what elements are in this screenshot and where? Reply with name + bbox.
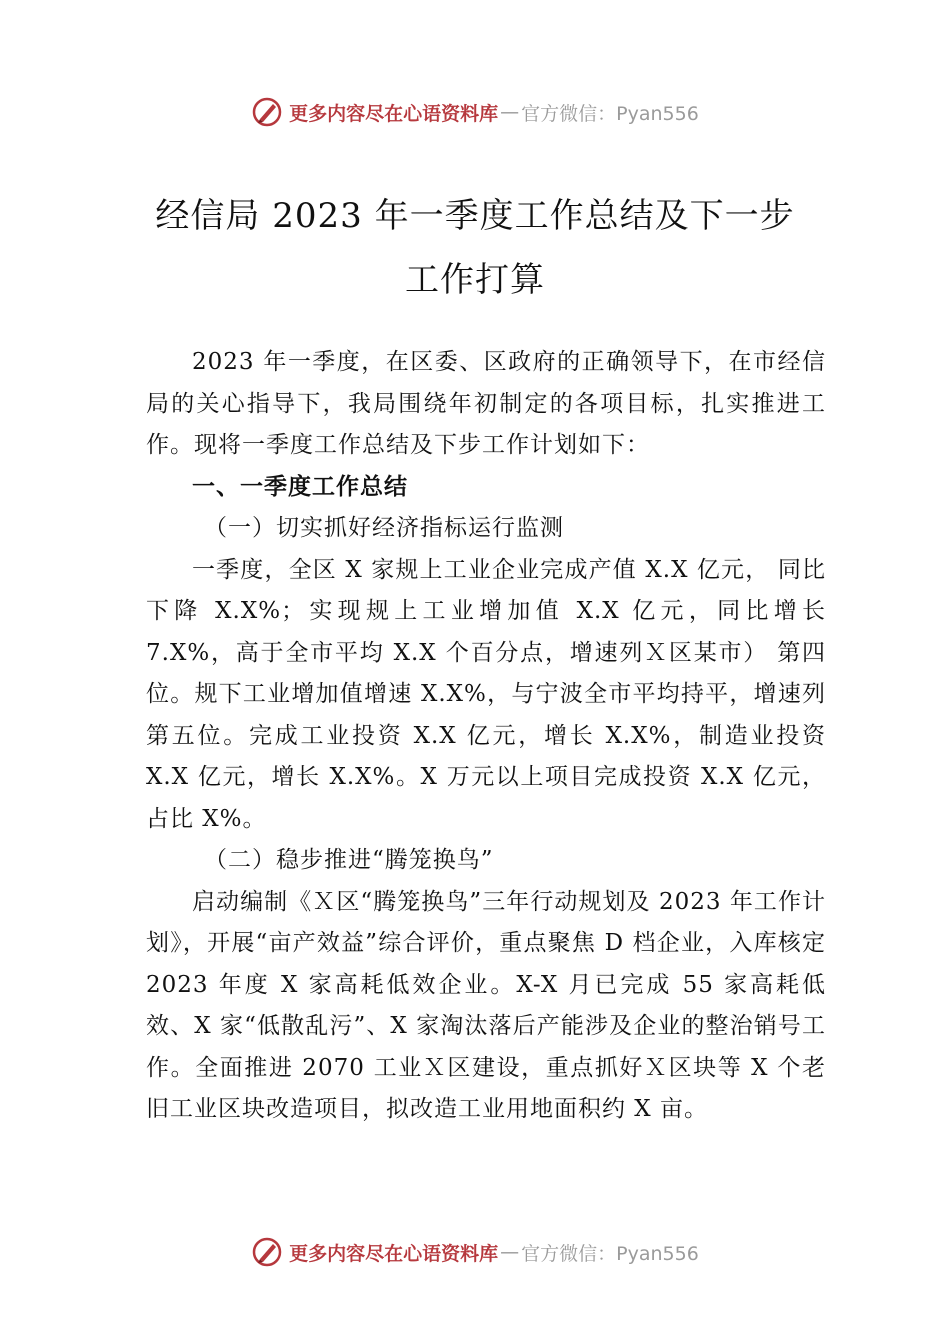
document-title-line2: 工作打算 [405,260,545,300]
subsection-body-2: 启动编制《Ｘ区“腾笼换鸟”三年行动规划及 2023 年工作计划》，开展“亩产效益”综合评价，重点聚焦 D 档企业，入库核定 2023 年度 X 家高耗低效企业。X-X 月已完成 55 家高耗低效、X 家“低散乱污”、X 家淘汰落后产能涉及企业的整治销号工作。全面推进 2070 工业Ｘ区建设，重点抓好Ｘ区块等 X 个老旧工业区块改造项目，拟改造工业用地面积约 X 亩。 [146,888,826,1122]
watermark-bottom [0,1232,950,1272]
watermark-top [0,92,950,132]
pen-seal-icon [251,96,283,128]
watermark-contact: 官方微信：Pyan556 [521,1242,699,1265]
subsection-heading-1: （一）切实抓好经济指标运行监测 [204,515,564,541]
watermark-prefix: 更多内容尽在心语资料库 [289,102,499,125]
document-title-line1: 经信局 2023 年一季度工作总结及下一步 [155,196,795,236]
watermark-prefix: 更多内容尽在心语资料库 [289,1242,499,1265]
intro-paragraph: 2023 年一季度，在区委、区政府的正确领导下，在市经信局的关心指导下，我局围绕年初制定的各项目标，扎实推进工作。现将一季度工作总结及下步工作计划如下： [146,349,826,458]
watermark-contact: 官方微信：Pyan556 [521,102,699,125]
pen-seal-icon [251,1236,283,1268]
document-body [146,342,826,1131]
subsection-heading-2: （二）稳步推进“腾笼换鸟” [204,847,494,873]
watermark-dash: — [500,101,520,123]
section-heading: 一、一季度工作总结 [192,473,408,500]
watermark-dash: — [500,1241,520,1263]
subsection-body-1: 一季度，全区 X 家规上工业企业完成产值 X.X 亿元， 同比下降 X.X%；实现规上工业增加值 X.X 亿元，同比增长 7.X%，高于全市平均 X.X 个百分点，增速列Ｘ区某市） 第四位。规下工业增加值增速 X.X%，与宁波全市平均持平，增速列第五位。完成工业投资 X.X 亿元，增长 X.X%，制造业投资 X.X 亿元，增长 X.X%。X 万元以上项目完成投资 X.X 亿元，占比 X%。 [146,556,826,832]
